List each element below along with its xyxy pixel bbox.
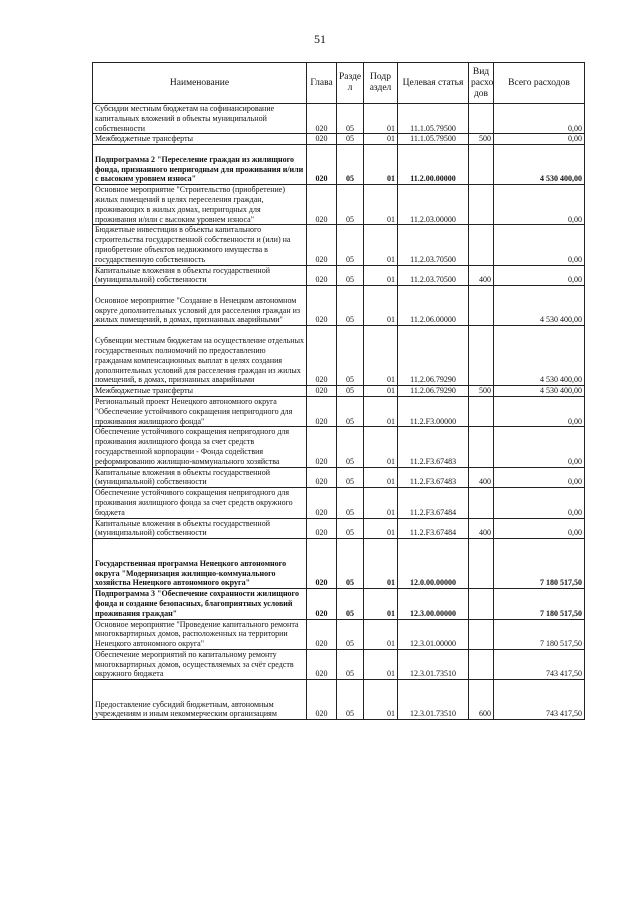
cell-target: 11.2.03.70500 bbox=[398, 225, 469, 265]
cell-glava: 020 bbox=[307, 145, 337, 185]
budget-table bbox=[92, 62, 585, 720]
cell-podrazdel: 01 bbox=[364, 286, 398, 326]
cell-target: 11.2.F3.67483 bbox=[398, 427, 469, 467]
cell-name: Капитальные вложения в объекты государственной (муниципальной) собственности bbox=[93, 467, 307, 488]
cell-target: 11.1.05.79500 bbox=[398, 134, 469, 145]
cell-name: Основное мероприятие "Создание в Ненецком автономном округе дополнительных условий для расселения граждан из жилых помещений, в домах, признанных аварийными" bbox=[93, 286, 307, 326]
cell-name: Субвенции местным бюджетам на осуществление отдельных государственных полномочий по предоставлению гражданам компенсационных выплат в целях создания дополнительных условий для расселения граждан из жилых помещений, в домах, признанных аварийными bbox=[93, 326, 307, 386]
cell-vid: 400 bbox=[469, 265, 494, 286]
cell-glava: 020 bbox=[307, 589, 337, 619]
cell-name: Субсидии местным бюджетам на софинансирование капитальных вложений в объекты муниципальной собственности bbox=[93, 104, 307, 134]
cell-razdel: 05 bbox=[337, 518, 364, 539]
cell-razdel: 05 bbox=[337, 145, 364, 185]
cell-vid bbox=[469, 185, 494, 225]
cell-glava: 020 bbox=[307, 539, 337, 589]
cell-name: Подпрограмма 2 "Переселение граждан из жилищного фонда, признанного непригодным для проживания и/или с высоким уровнем износа" bbox=[93, 145, 307, 185]
cell-total: 0,00 bbox=[494, 185, 585, 225]
cell-podrazdel: 01 bbox=[364, 185, 398, 225]
cell-name: Основное мероприятие "Строительство (приобретение) жилых помещений в целях переселения граждан, проживающих в жилых домах, непригодных для проживания и/или с высоким уровнем износа" bbox=[93, 185, 307, 225]
cell-name: Бюджетные инвестиции в объекты капитального строительства государственной собственности и (или) на приобретение объектов недвижимого имущества в государственную собственность bbox=[93, 225, 307, 265]
table-row bbox=[93, 396, 585, 426]
cell-name: Основное мероприятие "Проведение капитального ремонта многоквартирных домов, расположенных на территории Ненецкого автономного округа" bbox=[93, 619, 307, 649]
table-row bbox=[93, 427, 585, 467]
cell-glava: 020 bbox=[307, 680, 337, 720]
cell-razdel: 05 bbox=[337, 488, 364, 518]
cell-razdel: 05 bbox=[337, 467, 364, 488]
cell-total: 7 180 517,50 bbox=[494, 589, 585, 619]
cell-glava: 020 bbox=[307, 104, 337, 134]
table-row bbox=[93, 619, 585, 649]
cell-glava: 020 bbox=[307, 185, 337, 225]
cell-vid bbox=[469, 427, 494, 467]
cell-name: Обеспечение устойчивого сокращения непригодного для проживания жилищного фонда за счет средств окружного бюджета bbox=[93, 488, 307, 518]
cell-target: 11.2.03.00000 bbox=[398, 185, 469, 225]
cell-razdel: 05 bbox=[337, 619, 364, 649]
cell-podrazdel: 01 bbox=[364, 396, 398, 426]
cell-vid bbox=[469, 225, 494, 265]
cell-name: Подпрограмма 3 "Обеспечение сохранности жилищного фонда и создание безопасных, благоприятных условий проживания граждан" bbox=[93, 589, 307, 619]
col-header-total: Всего расходов bbox=[494, 63, 585, 104]
col-header-name: Наименование bbox=[93, 63, 307, 104]
cell-vid bbox=[469, 286, 494, 326]
cell-razdel: 05 bbox=[337, 265, 364, 286]
col-header-podrazdel: Подр аздел bbox=[364, 63, 398, 104]
cell-target: 11.2.F3.67483 bbox=[398, 467, 469, 488]
table-row bbox=[93, 225, 585, 265]
cell-glava: 020 bbox=[307, 396, 337, 426]
cell-total: 0,00 bbox=[494, 488, 585, 518]
table-row bbox=[93, 145, 585, 185]
cell-vid: 600 bbox=[469, 680, 494, 720]
cell-total: 7 180 517,50 bbox=[494, 619, 585, 649]
cell-target: 11.2.F3.67484 bbox=[398, 488, 469, 518]
cell-glava: 020 bbox=[307, 518, 337, 539]
cell-glava: 020 bbox=[307, 427, 337, 467]
cell-vid bbox=[469, 104, 494, 134]
table-row bbox=[93, 265, 585, 286]
table-row bbox=[93, 649, 585, 679]
cell-razdel: 05 bbox=[337, 185, 364, 225]
table-row bbox=[93, 104, 585, 134]
table-row bbox=[93, 589, 585, 619]
cell-total: 4 530 400,00 bbox=[494, 145, 585, 185]
cell-podrazdel: 01 bbox=[364, 680, 398, 720]
col-header-razdel: Разде л bbox=[337, 63, 364, 104]
cell-target: 12.3.01.73510 bbox=[398, 649, 469, 679]
cell-total: 0,00 bbox=[494, 427, 585, 467]
cell-glava: 020 bbox=[307, 649, 337, 679]
cell-target: 11.2.06.79290 bbox=[398, 386, 469, 397]
cell-glava: 020 bbox=[307, 286, 337, 326]
cell-total: 743 417,50 bbox=[494, 680, 585, 720]
cell-total: 743 417,50 bbox=[494, 649, 585, 679]
cell-glava: 020 bbox=[307, 619, 337, 649]
cell-total: 0,00 bbox=[494, 518, 585, 539]
cell-vid: 400 bbox=[469, 518, 494, 539]
table-row bbox=[93, 386, 585, 397]
table-row bbox=[93, 518, 585, 539]
cell-razdel: 05 bbox=[337, 286, 364, 326]
cell-glava: 020 bbox=[307, 488, 337, 518]
table-row bbox=[93, 488, 585, 518]
cell-target: 11.2.F3.00000 bbox=[398, 396, 469, 426]
cell-razdel: 05 bbox=[337, 539, 364, 589]
table-row bbox=[93, 286, 585, 326]
cell-podrazdel: 01 bbox=[364, 539, 398, 589]
cell-vid: 500 bbox=[469, 134, 494, 145]
cell-vid: 400 bbox=[469, 467, 494, 488]
cell-razdel: 05 bbox=[337, 589, 364, 619]
cell-vid bbox=[469, 589, 494, 619]
cell-total: 4 530 400,00 bbox=[494, 286, 585, 326]
cell-target: 12.3.00.00000 bbox=[398, 589, 469, 619]
cell-razdel: 05 bbox=[337, 134, 364, 145]
cell-glava: 020 bbox=[307, 134, 337, 145]
cell-podrazdel: 01 bbox=[364, 427, 398, 467]
cell-total: 7 180 517,50 bbox=[494, 539, 585, 589]
cell-target: 12.3.01.73510 bbox=[398, 680, 469, 720]
cell-razdel: 05 bbox=[337, 649, 364, 679]
cell-vid bbox=[469, 488, 494, 518]
cell-target: 11.2.03.70500 bbox=[398, 265, 469, 286]
col-header-glava: Глава bbox=[307, 63, 337, 104]
cell-total: 4 530 400,00 bbox=[494, 386, 585, 397]
cell-target: 11.2.00.00000 bbox=[398, 145, 469, 185]
cell-total: 4 530 400,00 bbox=[494, 326, 585, 386]
cell-razdel: 05 bbox=[337, 225, 364, 265]
cell-razdel: 05 bbox=[337, 396, 364, 426]
cell-total: 0,00 bbox=[494, 265, 585, 286]
cell-podrazdel: 01 bbox=[364, 649, 398, 679]
cell-target: 11.2.06.79290 bbox=[398, 326, 469, 386]
cell-razdel: 05 bbox=[337, 326, 364, 386]
cell-podrazdel: 01 bbox=[364, 467, 398, 488]
cell-podrazdel: 01 bbox=[364, 619, 398, 649]
cell-vid bbox=[469, 649, 494, 679]
cell-podrazdel: 01 bbox=[364, 104, 398, 134]
cell-name: Межбюджетные трансферты bbox=[93, 386, 307, 397]
cell-total: 0,00 bbox=[494, 104, 585, 134]
table-row bbox=[93, 134, 585, 145]
col-header-target: Целевая статья bbox=[398, 63, 469, 104]
cell-podrazdel: 01 bbox=[364, 326, 398, 386]
cell-glava: 020 bbox=[307, 386, 337, 397]
table-row bbox=[93, 467, 585, 488]
cell-name: Государственная программа Ненецкого автономного округа "Модернизация жилищно-коммунального хозяйства Ненецкого автономного округа" bbox=[93, 539, 307, 589]
header-row bbox=[93, 63, 585, 104]
cell-vid: 500 bbox=[469, 386, 494, 397]
cell-name: Предоставление субсидий бюджетным, автономным учреждениям и иным некоммерческим организациям bbox=[93, 680, 307, 720]
table-row bbox=[93, 539, 585, 589]
cell-total: 0,00 bbox=[494, 225, 585, 265]
cell-podrazdel: 01 bbox=[364, 488, 398, 518]
cell-name: Обеспечение устойчивого сокращения непригодного для проживания жилищного фонда за счет средств государственной корпорации - Фонда содействия реформированию жилищно-коммунального хозяйства bbox=[93, 427, 307, 467]
cell-name: Капитальные вложения в объекты государственной (муниципальной) собственности bbox=[93, 518, 307, 539]
cell-podrazdel: 01 bbox=[364, 265, 398, 286]
cell-razdel: 05 bbox=[337, 427, 364, 467]
table-row bbox=[93, 326, 585, 386]
cell-glava: 020 bbox=[307, 467, 337, 488]
cell-vid bbox=[469, 619, 494, 649]
cell-total: 0,00 bbox=[494, 396, 585, 426]
table-row bbox=[93, 680, 585, 720]
cell-podrazdel: 01 bbox=[364, 145, 398, 185]
cell-target: 12.0.00.00000 bbox=[398, 539, 469, 589]
cell-podrazdel: 01 bbox=[364, 386, 398, 397]
cell-razdel: 05 bbox=[337, 386, 364, 397]
cell-glava: 020 bbox=[307, 326, 337, 386]
col-header-vid: Вид расхо дов bbox=[469, 63, 494, 104]
cell-name: Обеспечение мероприятий по капитальному ремонту многоквартирных домов, осуществляемых за счёт средств окружного бюджета bbox=[93, 649, 307, 679]
cell-podrazdel: 01 bbox=[364, 225, 398, 265]
cell-razdel: 05 bbox=[337, 104, 364, 134]
cell-glava: 020 bbox=[307, 265, 337, 286]
cell-vid bbox=[469, 396, 494, 426]
cell-glava: 020 bbox=[307, 225, 337, 265]
cell-name: Межбюджетные трансферты bbox=[93, 134, 307, 145]
cell-name: Капитальные вложения в объекты государственной (муниципальной) собственности bbox=[93, 265, 307, 286]
cell-total: 0,00 bbox=[494, 134, 585, 145]
cell-target: 11.2.F3.67484 bbox=[398, 518, 469, 539]
cell-target: 12.3.01.00000 bbox=[398, 619, 469, 649]
cell-vid bbox=[469, 145, 494, 185]
cell-vid bbox=[469, 326, 494, 386]
page-number: 51 bbox=[314, 32, 326, 46]
cell-podrazdel: 01 bbox=[364, 589, 398, 619]
cell-podrazdel: 01 bbox=[364, 518, 398, 539]
cell-total: 0,00 bbox=[494, 467, 585, 488]
cell-target: 11.1.05.79500 bbox=[398, 104, 469, 134]
cell-podrazdel: 01 bbox=[364, 134, 398, 145]
cell-name: Региональный проект Ненецкого автономного округа "Обеспечение устойчивого сокращения непригодного для проживания жилищного фонда" bbox=[93, 396, 307, 426]
cell-vid bbox=[469, 539, 494, 589]
table-row bbox=[93, 185, 585, 225]
cell-razdel: 05 bbox=[337, 680, 364, 720]
cell-target: 11.2.06.00000 bbox=[398, 286, 469, 326]
